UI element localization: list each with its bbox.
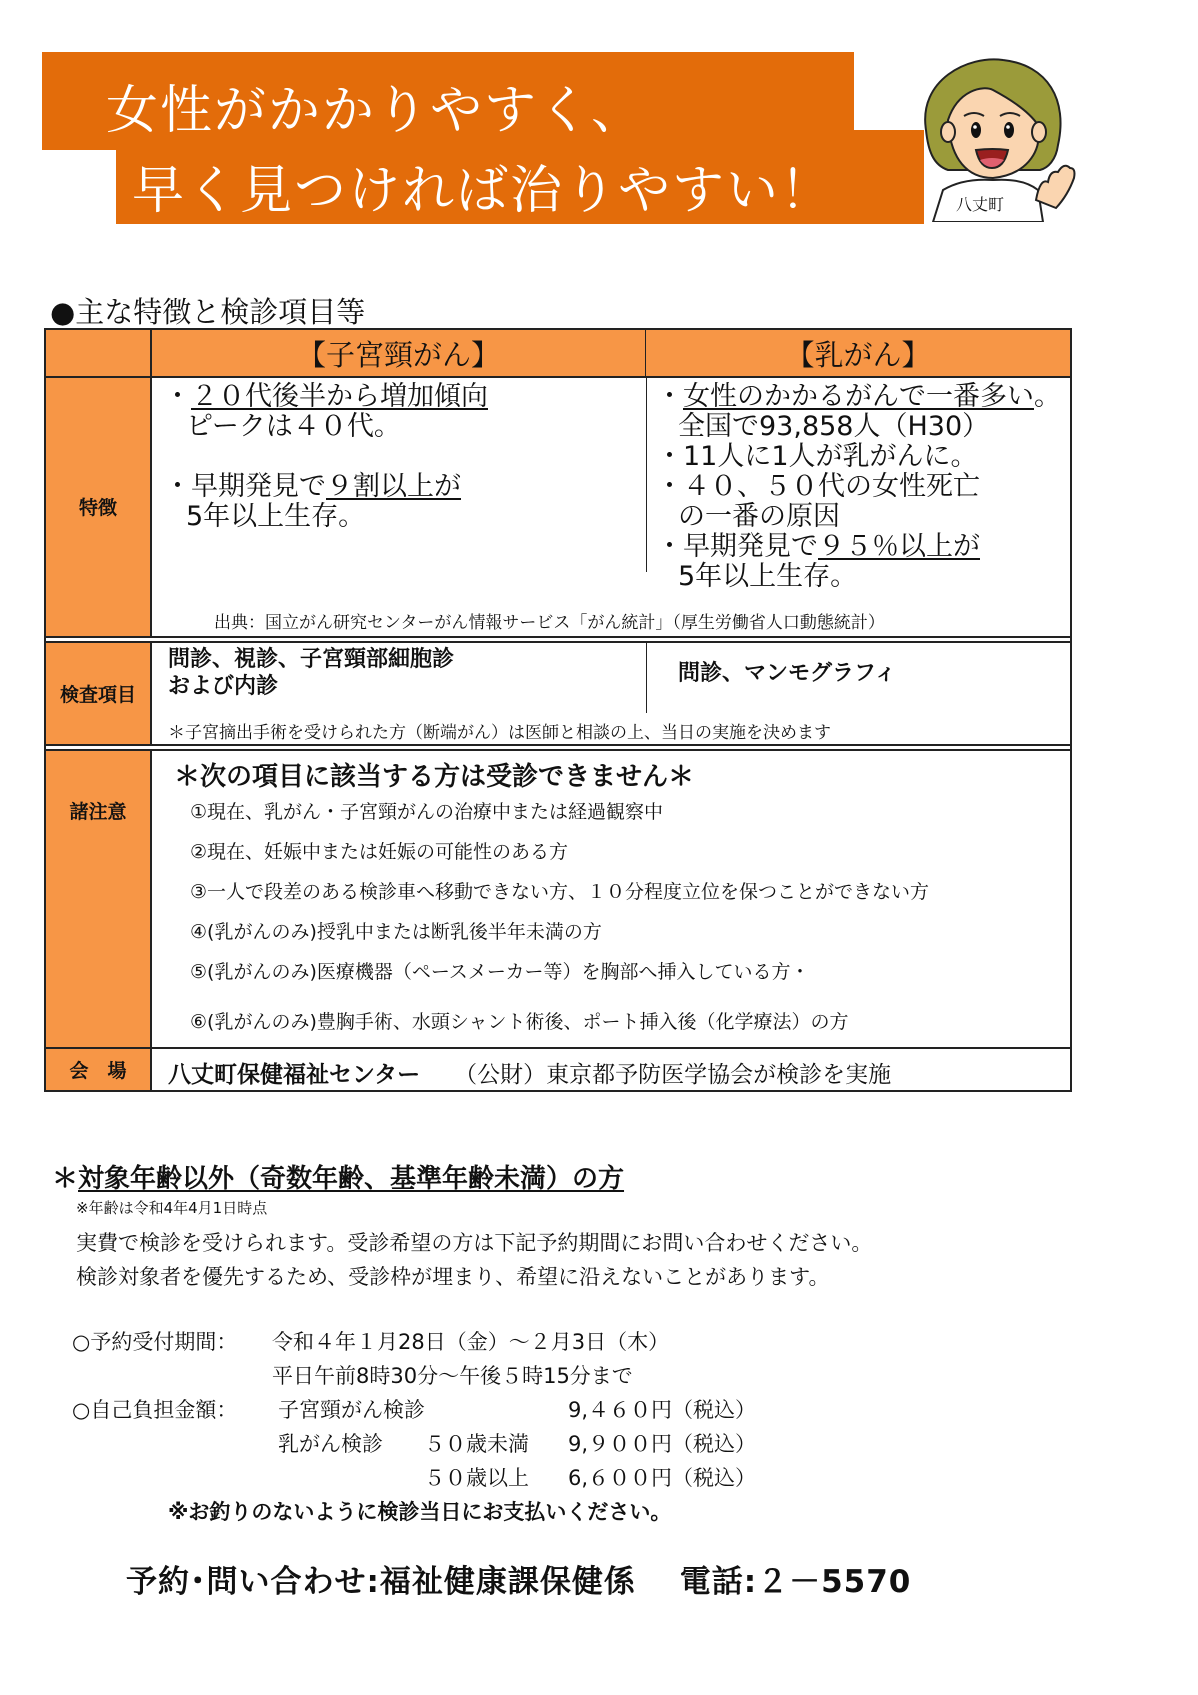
cautions-title: ＊次の項目に該当する方は受診できません＊: [174, 762, 695, 792]
age-reference-note: ※年齢は令和4年4月1日時点: [76, 1199, 268, 1217]
caution-item: ⑤(乳がんのみ)医療機器（ペースメーカー等）を胸部へ挿入している方・: [190, 961, 810, 983]
column-divider: [646, 376, 647, 572]
row-divider: [46, 1047, 1070, 1049]
header-corner-cell: [46, 330, 152, 376]
features-table: [44, 328, 1072, 1092]
breast-feature-1: ・女性のかかるがんで一番多い。: [656, 381, 1061, 412]
label-features: 特徴: [46, 376, 152, 636]
outside-age-title: ＊対象年齢以外（奇数年齢、基準年齢未満）の方: [52, 1164, 625, 1194]
breast-exam: 問診、マンモグラフィ: [678, 661, 897, 686]
breast-feature-2: ・11人に1人が乳がんに。: [656, 441, 978, 472]
caution-item: ④(乳がんのみ)授乳中または断乳後半年未満の方: [190, 921, 602, 943]
breast-feature-1b: 全国で93,858人（H30）: [678, 411, 990, 442]
fee-exam: 子宮頸がん検診: [278, 1398, 425, 1422]
reservation-label: ○予約受付期間：: [72, 1330, 238, 1354]
contact-info: 予約･問い合わせ:福祉健康課保健係 電話:２－5570: [126, 1564, 912, 1600]
row-divider-double: [46, 636, 1070, 643]
column-header-breast: 【乳がん】: [646, 330, 1070, 376]
label-cautions: 諸注意: [46, 749, 152, 1047]
caution-item: ①現在、乳がん・子宮頸がんの治療中または経過観察中: [190, 801, 664, 823]
caution-item: ⑥(乳がんのみ)豊胸手術、水頭シャント術後、ポート挿入後（化学療法）の方: [190, 1011, 849, 1033]
caution-item: ③一人で段差のある検診車へ移動できない方、１０分程度立位を保つことができない方: [190, 881, 930, 903]
fee-price: 9,９００円（税込）: [568, 1432, 757, 1456]
column-header-cervical: 【子宮頸がん】: [152, 330, 646, 376]
fee-price: 9,４６０円（税込）: [568, 1398, 757, 1422]
svg-text:八丈町: 八丈町: [956, 195, 1005, 214]
row-divider: [46, 376, 1070, 378]
cervical-feature-1b: ピークは４０代。: [186, 411, 401, 442]
outside-age-line2: 検診対象者を優先するため、受診枠が埋まり、希望に沿えないことがあります。: [76, 1265, 830, 1289]
breast-feature-3: ・４０、５０代の女性死亡: [656, 471, 980, 502]
exam-note: ＊子宮摘出手術を受けられた方（断端がん）は医師と相談の上、当日の実施を決めます: [168, 723, 831, 743]
breast-feature-4: ・早期発見で９５％以上が: [656, 531, 980, 562]
fee-age: ５０歳以上: [424, 1466, 529, 1490]
label-exam: 検査項目: [46, 641, 152, 745]
label-venue: 会 場: [46, 1049, 152, 1090]
page-title-line2: 早く見つければ治りやすい！: [132, 161, 835, 221]
mascot-girl-icon: [908, 50, 1078, 222]
mascot-illustration: [908, 50, 1078, 222]
cervical-exam-line1: 問診、視診、子宮頸部細胞診: [168, 647, 455, 672]
row-divider-double: [46, 744, 1070, 751]
breast-feature-4b: 5年以上生存。: [678, 561, 858, 592]
venue-value: 八丈町保健福祉センター （公財）東京都予防医学協会が検診を実施: [168, 1062, 892, 1088]
cervical-exam-line2: および内診: [168, 674, 279, 699]
breast-feature-3b: の一番の原因: [678, 501, 840, 532]
fee-price: 6,６００円（税込）: [568, 1466, 757, 1490]
section-heading: ●主な特徴と検診項目等: [50, 295, 366, 329]
fee-exam: 乳がん検診: [278, 1432, 383, 1456]
page-title-line1: 女性がかかりやすく、: [106, 81, 645, 141]
cervical-feature-1: ・２０代後半から増加傾向: [164, 381, 488, 412]
reservation-hours: 平日午前8時30分～午後５時15分まで: [272, 1364, 633, 1388]
fee-label: ○自己負担金額：: [72, 1398, 238, 1422]
column-divider: [646, 641, 647, 713]
payment-note: ※お釣りのないように検診当日にお支払いください。: [168, 1500, 672, 1524]
fee-age: ５０歳未満: [424, 1432, 529, 1456]
cervical-feature-2: ・早期発見で９割以上が: [164, 471, 461, 502]
reservation-dates: 令和４年１月28日（金）～２月3日（木）: [272, 1330, 670, 1354]
cervical-feature-2b: 5年以上生存。: [186, 501, 366, 532]
caution-item: ②現在、妊娠中または妊娠の可能性のある方: [190, 841, 569, 863]
outside-age-line1: 実費で検診を受けられます。受診希望の方は下記予約期間にお問い合わせください。: [76, 1231, 873, 1255]
source-citation: 出典：国立がん研究センターがん情報サービス「がん統計」（厚生労働省人口動態統計）: [214, 613, 885, 633]
